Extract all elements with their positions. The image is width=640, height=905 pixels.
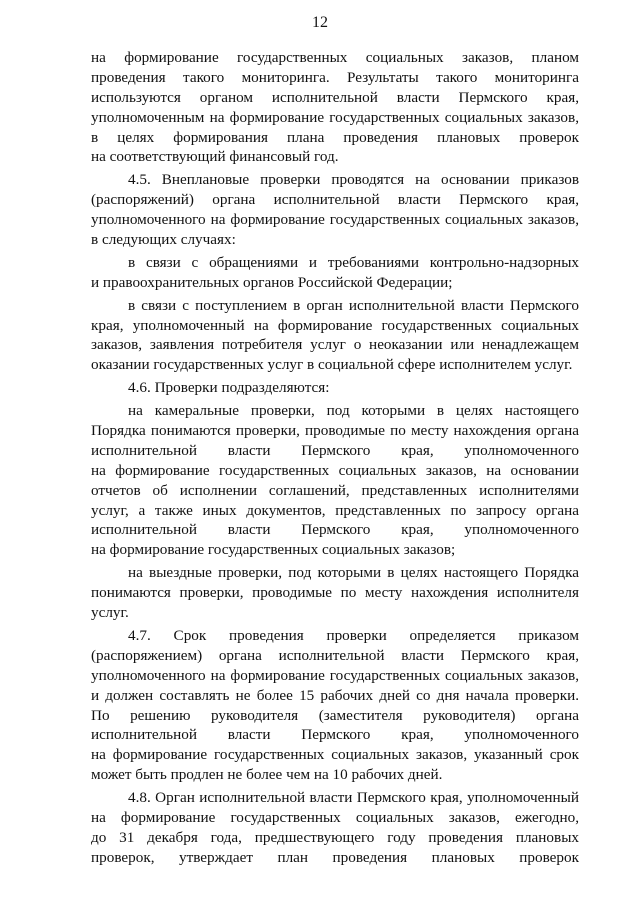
text-line: 4.8. Орган исполнительной власти Пермского края, уполномоченный (128, 789, 579, 807)
text-line: на формирование государственных социальных заказов; (91, 541, 456, 559)
text-line: 4.5. Внеплановые проверки проводятся на основании приказов (128, 171, 579, 189)
text-line: на соответствующий финансовый год. (91, 148, 339, 166)
text-line: в целях формирования плана проведения плановых проверок (91, 128, 579, 146)
text-line: на формирование государственных социальных заказов, ежегодно, (91, 808, 579, 826)
text-line: оказании государственных услуг в социальной сфере исполнителем услуг. (91, 356, 573, 374)
text-line: Порядка понимаются проверки, проводимые по месту нахождения органа (91, 422, 579, 440)
text-line: проведения такого мониторинга. Результаты такого мониторинга (91, 68, 579, 86)
text-line: исполнительной власти Пермского края, уполномоченного (91, 521, 579, 539)
text-line: в связи с поступлением в орган исполнительной власти Пермского (128, 296, 579, 314)
page-number: 12 (312, 14, 328, 31)
text-line: уполномоченного на формирование государственных социальных заказов, (91, 666, 579, 684)
text-line: до 31 декабря года, предшествующего году проведения плановых (91, 828, 579, 846)
text-line: отчетов об исполнении соглашений, представленных исполнителями (91, 481, 579, 499)
document-body (91, 48, 579, 868)
text-line: и должен составлять не более 15 рабочих дней со дня начала проверки. (91, 686, 579, 704)
text-line: проверок, утверждает план проведения плановых проверок (91, 848, 579, 866)
text-line: на выездные проверки, под которыми в целях настоящего Порядка (128, 564, 579, 582)
text-line: может быть продлен не более чем на 10 рабочих дней. (91, 766, 443, 784)
text-line: По решению руководителя (заместителя руководителя) органа (91, 706, 579, 724)
text-line: услуг, а также иных документов, представленных по запросу органа (91, 501, 579, 519)
text-line: в связи с обращениями и требованиями контрольно-надзорных (128, 253, 579, 271)
text-line: 4.6. Проверки подразделяются: (128, 379, 330, 397)
text-line: и правоохранительных органов Российской Федерации; (91, 273, 453, 291)
text-line: понимаются проверки, проводимые по месту нахождения исполнителя (91, 584, 579, 602)
text-line: используются органом исполнительной власти Пермского края, (91, 88, 579, 106)
text-line: исполнительной власти Пермского края, уполномоченного (91, 726, 579, 744)
text-line: уполномоченного на формирование государственных социальных заказов, (91, 211, 579, 229)
text-line: края, уполномоченный на формирование государственных социальных (91, 316, 579, 334)
text-line: (распоряжением) органа исполнительной власти Пермского края, (91, 646, 579, 664)
text-line: в следующих случаях: (91, 231, 236, 249)
text-line: исполнительной власти Пермского края, уполномоченного (91, 441, 579, 459)
text-line: услуг. (91, 604, 129, 622)
text-line: 4.7. Срок проведения проверки определяется приказом (128, 626, 579, 644)
text-line: на формирование государственных социальных заказов, указанный срок (91, 746, 579, 764)
text-line: (распоряжений) органа исполнительной власти Пермского края, (91, 191, 579, 209)
text-line: на формирование государственных социальных заказов, на основании (91, 461, 579, 479)
text-line: на формирование государственных социальных заказов, планом (91, 49, 579, 66)
text-line: заказов, заявления потребителя услуг о неоказании или ненадлежащем (91, 336, 579, 354)
text-line: на камеральные проверки, под которыми в целях настоящего (128, 402, 579, 420)
text-line: уполномоченным на формирование государственных социальных заказов, (91, 108, 579, 126)
